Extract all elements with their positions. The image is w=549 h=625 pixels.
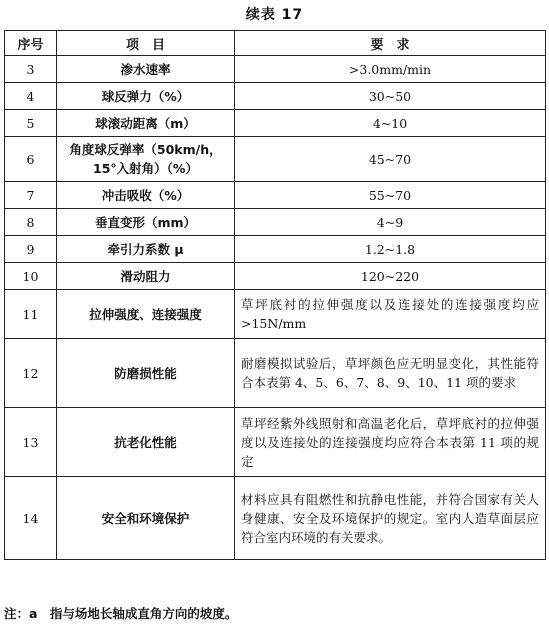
row-requirement: 草坪底衬的拉伸强度以及连接处的连接强度均应>15N/mm	[235, 290, 546, 339]
table-row	[5, 56, 546, 83]
row-number: 8	[5, 209, 57, 236]
table-row	[5, 209, 546, 236]
table-row	[5, 137, 546, 182]
header-requirement: 要 求	[235, 31, 546, 56]
row-item: 防磨损性能	[57, 339, 235, 408]
row-item: 滑动阻力	[57, 263, 235, 290]
row-requirement: 45~70	[235, 137, 546, 182]
row-number: 7	[5, 182, 57, 209]
row-number: 11	[5, 290, 57, 339]
row-requirement: 材料应具有阻燃性和抗静电性能，并符合国家有关人身健康、安全及环境保护的规定。室内人造草面层应符合室内环境的有关要求。	[235, 477, 546, 560]
table-row	[5, 477, 546, 560]
row-number: 14	[5, 477, 57, 560]
header-item: 项 目	[57, 31, 235, 56]
row-requirement: 耐磨模拟试验后，草坪颜色应无明显变化，其性能符合本表第 4、5、6、7、8、9、10、11 项的要求	[235, 339, 546, 408]
row-item: 渗水速率	[57, 56, 235, 83]
row-number: 4	[5, 83, 57, 110]
row-item: 冲击吸收（%）	[57, 182, 235, 209]
row-item: 拉伸强度、连接强度	[57, 290, 235, 339]
table-row	[5, 339, 546, 408]
table-row	[5, 110, 546, 137]
row-requirement: 120~220	[235, 263, 546, 290]
table-row	[5, 263, 546, 290]
row-requirement: 4~10	[235, 110, 546, 137]
table-row	[5, 182, 546, 209]
row-item: 垂直变形（mm）	[57, 209, 235, 236]
row-requirement: 55~70	[235, 182, 546, 209]
table-row	[5, 236, 546, 263]
row-requirement: 草坪经紫外线照射和高温老化后，草坪底衬的拉伸强度以及连接处的连接强度均应符合本表第 11 项的规定	[235, 408, 546, 477]
row-item: 球滚动距离（m）	[57, 110, 235, 137]
row-item: 角度球反弹率（50km/h，15°入射角）（%）	[57, 137, 235, 182]
table-row	[5, 83, 546, 110]
row-number: 13	[5, 408, 57, 477]
table-row	[5, 290, 546, 339]
row-requirement: >3.0mm/min	[235, 56, 546, 83]
row-number: 9	[5, 236, 57, 263]
row-number: 6	[5, 137, 57, 182]
row-number: 10	[5, 263, 57, 290]
requirements-table	[4, 30, 546, 560]
row-item: 抗老化性能	[57, 408, 235, 477]
row-requirement: 4~9	[235, 209, 546, 236]
table-caption: 续表 17	[245, 7, 304, 23]
table-header-row	[5, 31, 546, 56]
row-number: 12	[5, 339, 57, 408]
row-item: 安全和环境保护	[57, 477, 235, 560]
row-number: 5	[5, 110, 57, 137]
table-footnote: 注：a 指与场地长轴成直角方向的坡度。	[4, 606, 238, 621]
row-item: 球反弹力（%）	[57, 83, 235, 110]
row-item: 牵引力系数 μ	[57, 236, 235, 263]
table-row	[5, 408, 546, 477]
header-no: 序号	[5, 31, 57, 56]
row-number: 3	[5, 56, 57, 83]
row-requirement: 1.2~1.8	[235, 236, 546, 263]
row-requirement: 30~50	[235, 83, 546, 110]
